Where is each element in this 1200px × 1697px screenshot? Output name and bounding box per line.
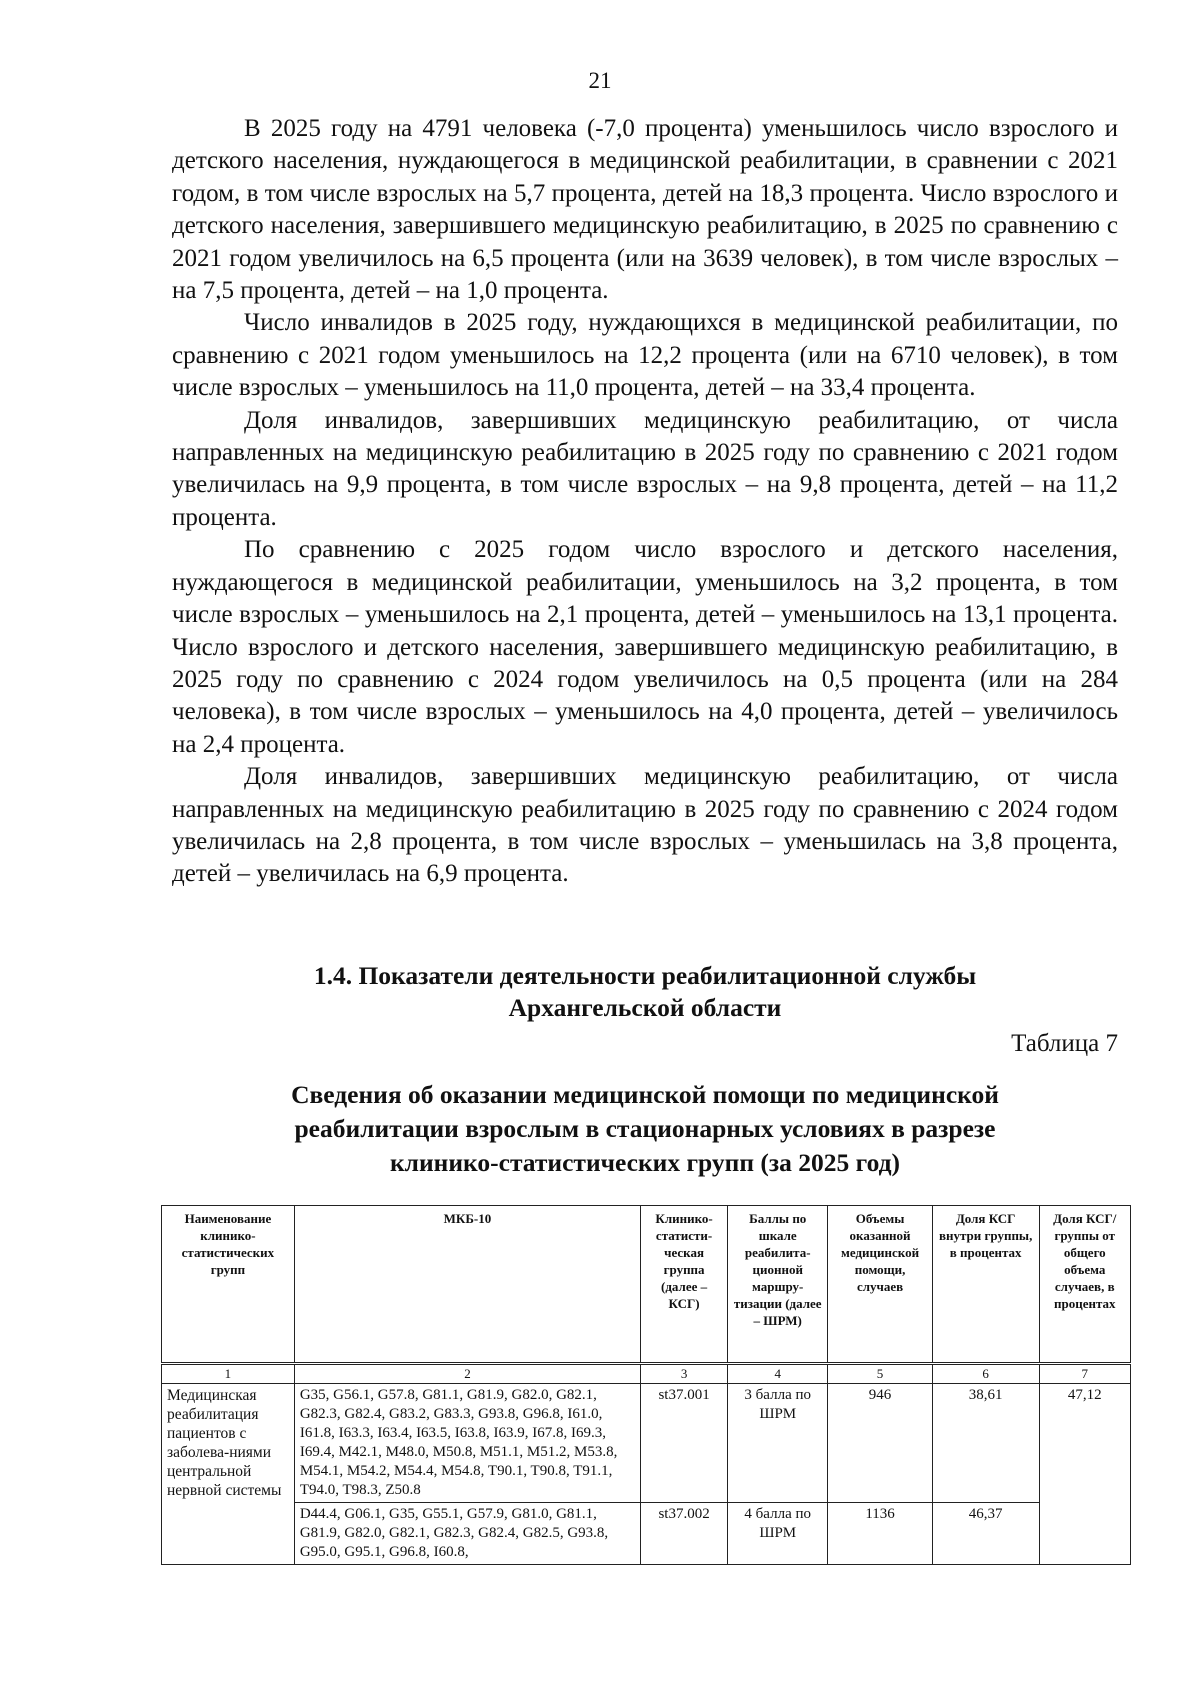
header-share-total: Доля КСГ/ группы от общего объема случаев, в процентах	[1039, 1206, 1131, 1364]
column-number-row	[162, 1364, 1131, 1384]
column-number: 7	[1039, 1364, 1131, 1384]
table-row	[162, 1384, 1131, 1503]
body-text	[172, 113, 1118, 891]
paragraph-3: Доля инвалидов, завершивших медицинскую реабилитацию, от числа направленных на медицинскую реабилитацию в 2025 году по сравнению с 2021 годом увеличилась на 9,9 процента, в том числе взрослых – на 9,8 процента, детей – на 11,2 процента.	[172, 406, 1118, 531]
rehab-table	[161, 1205, 1131, 1565]
column-number: 4	[728, 1364, 828, 1384]
section-title-line-2: Архангельской области	[508, 993, 782, 1022]
group-name-cell: Медицинская реабилитация пациентов с заболева-ниями центральной нервной системы	[162, 1384, 295, 1565]
volume-cell: 946	[828, 1384, 933, 1503]
column-number: 6	[932, 1364, 1039, 1384]
table-title-line-2: реабилитации взрослым в стационарных условиях в разрезе	[294, 1114, 996, 1143]
column-number: 2	[294, 1364, 640, 1384]
section-title	[172, 960, 1118, 1024]
table-label: Таблица 7	[1011, 1030, 1118, 1057]
header-mkb: МКБ-10	[294, 1206, 640, 1364]
share-cell: 46,37	[932, 1503, 1039, 1565]
header-group-name: Наименование клинико-статистических групп	[162, 1206, 295, 1364]
section-title-line-1: 1.4. Показатели деятельности реабилитационной службы	[313, 961, 977, 990]
header-shrm: Баллы по шкале реабилита-ционной маршру-тизации (далее – ШРМ)	[728, 1206, 828, 1364]
mkb-cell: D44.4, G06.1, G35, G55.1, G57.9, G81.0, G81.1, G81.9, G82.0, G82.1, G82.3, G82.4, G82.5, G93.8, G95.0, G95.1, G96.8, I60.8,	[294, 1503, 640, 1565]
group-share-cell: 47,12	[1039, 1384, 1131, 1565]
header-volume: Объемы оказанной медицинской помощи, случаев	[828, 1206, 933, 1364]
table-title-line-1: Сведения об оказании медицинской помощи по медицинской	[291, 1080, 999, 1109]
ksg-cell: st37.001	[641, 1384, 728, 1503]
table-title	[172, 1078, 1118, 1180]
shrm-cell: 4 балла по ШРМ	[728, 1503, 828, 1565]
column-number: 5	[828, 1364, 933, 1384]
paragraph-5: Доля инвалидов, завершивших медицинскую реабилитацию, от числа направленных на медицинскую реабилитацию в 2025 году по сравнению с 2024 годом увеличилась на 2,8 процента, в том числе взрослых – уменьшилась на 3,8 процента, детей – увеличилась на 6,9 процента.	[172, 763, 1118, 888]
column-number: 1	[162, 1364, 295, 1384]
table-title-line-3: клинико-статистических групп (за 2025 год)	[389, 1148, 901, 1177]
paragraph-4: По сравнению с 2025 годом число взрослого и детского населения, нуждающегося в медицинской реабилитации, уменьшилось на 3,2 процента, в том числе взрослых – уменьшилось на 2,1 процента, детей – уменьшилось на 13,1 процента. Число взрослого и детского населения, завершившего медицинскую реабилитацию, в 2025 году по сравнению с 2024 годом увеличилось на 0,5 процента (или на 284 человека), в том числе взрослых – уменьшилось на 4,0 процента, детей – увеличилось на 2,4 процента.	[172, 536, 1118, 758]
page-number: 21	[588, 68, 612, 93]
table-header-row	[162, 1206, 1131, 1364]
mkb-cell: G35, G56.1, G57.8, G81.1, G81.9, G82.0, G82.1, G82.3, G82.4, G83.2, G83.3, G93.8, G96.8, I61.0, I61.8, I63.3, I63.4, I63.5, I63.8, I63.9, I67.8, I69.3, I69.4, M42.1, M48.0, M50.8, M51.1, M51.2, M53.8, M54.1, M54.2, M54.4, M54.8, T90.1, T90.8, T91.1, T94.0, T98.3, Z50.8	[294, 1384, 640, 1503]
volume-cell: 1136	[828, 1503, 933, 1565]
paragraph-1: В 2025 году на 4791 человека (-7,0 процента) уменьшилось число взрослого и детского населения, нуждающегося в медицинской реабилитации, в сравнении с 2021 годом, в том числе взрослых на 5,7 процента, детей на 18,3 процента. Число взрослого и детского населения, завершившего медицинскую реабилитацию, в 2025 по сравнению с 2021 годом увеличилось на 6,5 процента (или на 3639 человек), в том числе взрослых – на 7,5 процента, детей – на 1,0 процента.	[172, 115, 1118, 305]
share-cell: 38,61	[932, 1384, 1039, 1503]
column-number: 3	[641, 1364, 728, 1384]
paragraph-2: Число инвалидов в 2025 году, нуждающихся в медицинской реабилитации, по сравнению с 2021 годом уменьшилось на 12,2 процента (или на 6710 человек), в том числе взрослых – уменьшилось на 11,0 процента, детей – на 33,4 процента.	[172, 309, 1118, 402]
header-ksg: Клинико-статисти-ческая группа (далее – КСГ)	[641, 1206, 728, 1364]
shrm-cell: 3 балла по ШРМ	[728, 1384, 828, 1503]
table-row	[162, 1503, 1131, 1565]
header-share-in-group: Доля КСГ внутри группы, в процентах	[932, 1206, 1039, 1364]
ksg-cell: st37.002	[641, 1503, 728, 1565]
